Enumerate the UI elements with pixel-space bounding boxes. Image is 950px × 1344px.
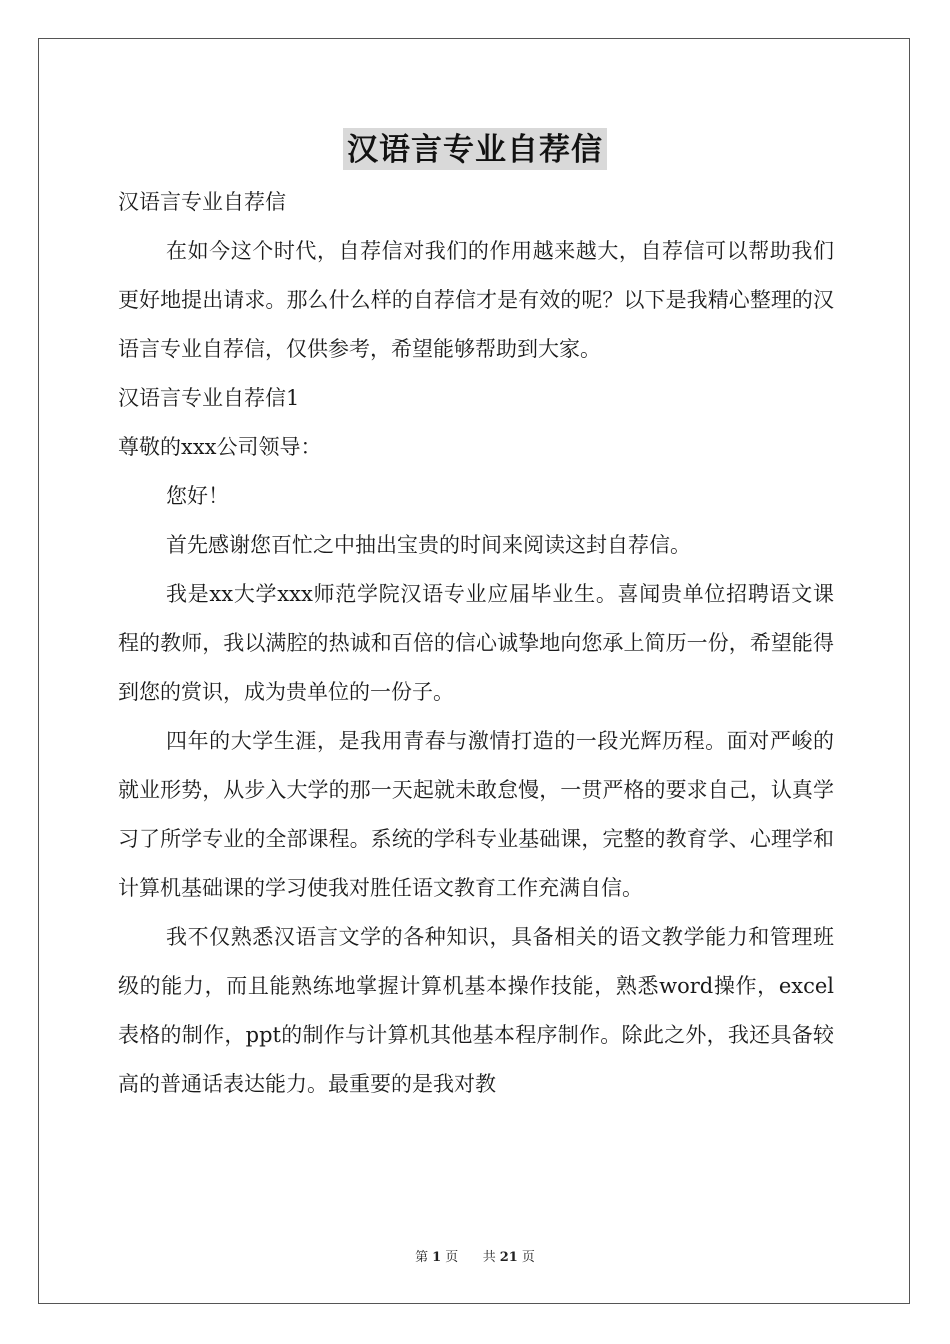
paragraph-skills: 我不仅熟悉汉语言文学的各种知识，具备相关的语文教学能力和管理班级的能力，而且能熟练地掌握计算机基本操作技能，熟悉word操作，excel表格的制作，ppt的制作与计算机其他基本程序制作。除此之外，我还具备较高的普通话表达能力。最重要的是我对教 — [118, 925, 834, 1096]
paragraph-subtitle: 汉语言专业自荐信 — [118, 190, 286, 214]
paragraph-intro: 在如今这个时代，自荐信对我们的作用越来越大，自荐信可以帮助我们更好地提出请求。那么什么样的自荐信才是有效的呢？以下是我精心整理的汉语言专业自荐信，仅供参考，希望能够帮助到大家。 — [118, 239, 834, 361]
paragraph-greeting: 您好！ — [166, 484, 229, 508]
document-body — [118, 178, 834, 1109]
page-number: 1 — [432, 1250, 442, 1265]
total-pages: 21 — [499, 1250, 518, 1265]
page-indicator — [413, 1250, 460, 1265]
title-container — [0, 128, 950, 170]
document-title: 汉语言专业自荐信 — [343, 128, 607, 170]
page-prefix: 第 — [415, 1250, 429, 1265]
paragraph-college-life: 四年的大学生涯，是我用青春与激情打造的一段光辉历程。面对严峻的就业形势，从步入大学的那一天起就未敢怠慢，一贯严格的要求自己，认真学习了所学专业的全部课程。系统的学科专业基础课，完整的教育学、心理学和计算机基础课的学习使我对胜任语文教育工作充满自信。 — [118, 729, 834, 900]
paragraph-introduction-self: 我是xx大学xxx师范学院汉语专业应届毕业生。喜闻贵单位招聘语文课程的教师，我以满腔的热诚和百倍的信心诚挚地向您承上简历一份，希望能得到您的赏识，成为贵单位的一份子。 — [118, 582, 834, 704]
paragraph-salutation: 尊敬的xxx公司领导： — [118, 435, 322, 459]
page-suffix: 页 — [445, 1250, 459, 1265]
total-suffix: 页 — [521, 1250, 535, 1265]
total-indicator — [481, 1250, 537, 1265]
paragraph-heading-letter-1: 汉语言专业自荐信1 — [118, 386, 300, 410]
page-footer — [0, 1246, 950, 1265]
paragraph-thanks: 首先感谢您百忙之中抽出宝贵的时间来阅读这封自荐信。 — [166, 533, 691, 557]
total-prefix: 共 — [482, 1250, 496, 1265]
